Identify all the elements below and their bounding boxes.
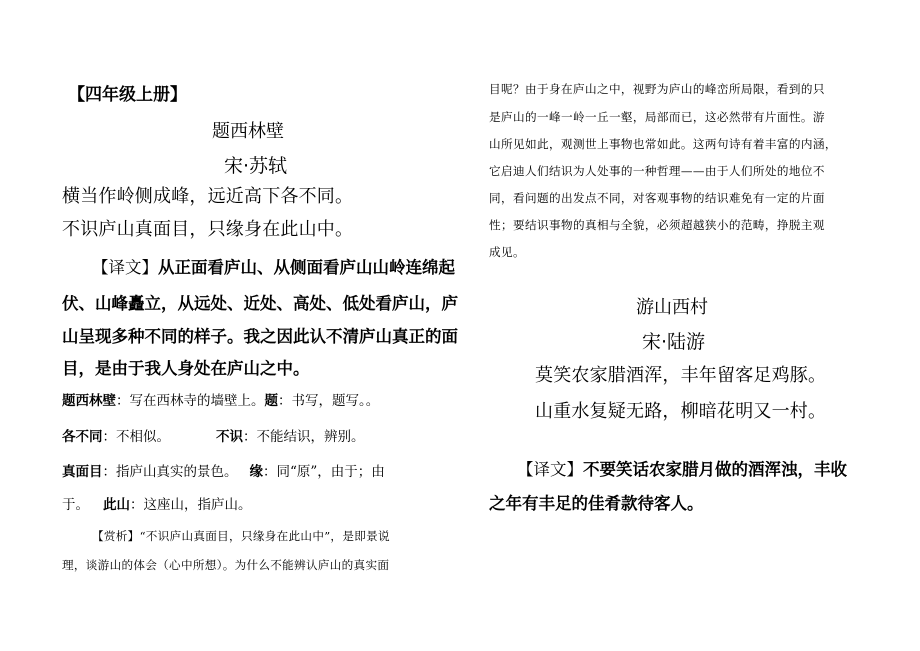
translation-line bbox=[92, 254, 455, 278]
note-line bbox=[62, 460, 385, 480]
note-term: 题 bbox=[264, 393, 278, 409]
note-line bbox=[62, 425, 365, 445]
poem-author: 宋·苏轼 bbox=[224, 155, 288, 177]
note-text: ：写在西林寺的墙壁上。 bbox=[116, 393, 265, 409]
poem-title: 题西林壁 bbox=[212, 121, 284, 142]
translation-tag: 【译文】 bbox=[92, 258, 158, 277]
note-text: ：不能结识，辨别。 bbox=[243, 429, 365, 445]
translation-line: 山呈现多种不同的样子。我之因此认不清庐山真正的面 bbox=[62, 327, 458, 346]
note-text: ：书写，题写。。 bbox=[278, 393, 380, 409]
appreciation-line: 是庐山的一峰一岭一丘一壑，局部而已，这必然带有片面性。游 bbox=[489, 110, 825, 124]
translation-line bbox=[517, 456, 847, 480]
note-line bbox=[62, 493, 252, 513]
translation-line: 之年有丰足的佳肴款待客人。 bbox=[489, 494, 704, 513]
note-text: ：同“原”，由于；由 bbox=[263, 464, 385, 480]
appreciation-line: 山所见如此，观测世上事物也常如此。这两句诗有着丰富的内涵， bbox=[489, 137, 837, 151]
translation-tag: 【译文】 bbox=[517, 460, 583, 479]
verse-line: 莫笑农家腊酒浑，丰年留客足鸡豚。 bbox=[535, 365, 827, 386]
verse-line: 横当作岭侧成峰，远近高下各不同。 bbox=[62, 186, 354, 207]
note-line bbox=[62, 389, 379, 409]
translation-text: 从正面看庐山、从侧面看庐山山岭连绵起 bbox=[158, 258, 455, 277]
appreciation-line: 同，看问题的出发点不同，对客观事物的结识难免有一定的片面 bbox=[489, 191, 825, 205]
note-text: ：指庐山真实的景色。 bbox=[102, 464, 238, 480]
verse-line: 不识庐山真面目，只缘身在此山中。 bbox=[62, 219, 354, 240]
poem-title: 游山西村 bbox=[636, 297, 708, 318]
appreciation-line: 理，谈游山的体会（心中所想）。为什么不能辨认庐山的真实面 bbox=[62, 558, 390, 572]
note-text: 于。 bbox=[62, 497, 89, 513]
appreciation-line: 成见。 bbox=[489, 245, 525, 259]
poem-author: 宋·陆游 bbox=[642, 331, 706, 353]
translation-line: 伏、山峰矗立，从远处、近处、高处、低处看庐山，庐 bbox=[62, 294, 458, 313]
appreciation-line: 【赏析】“不识庐山真面目，只缘身在此山中”，是即景说 bbox=[92, 529, 390, 543]
translation-line: 目，是由于我人身处在庐山之中。 bbox=[62, 359, 310, 378]
verse-line: 山重水复疑无路，柳暗花明又一村。 bbox=[535, 401, 827, 422]
note-text: ：这座山，指庐山。 bbox=[130, 497, 252, 513]
note-term: 题西林壁 bbox=[62, 393, 116, 409]
appreciation-line: 它启迪人们结识为人处事的一种哲理——由于人们所处的地位不 bbox=[489, 164, 825, 178]
note-text: ：不相似。 bbox=[102, 429, 170, 445]
note-term: 真面目 bbox=[62, 464, 103, 480]
appreciation-line: 性；要结识事物的真相与全貌，必须超越狭小的范畴，挣脱主观 bbox=[489, 218, 825, 232]
translation-text: 不要笑话农家腊月做的酒浑浊，丰收 bbox=[583, 460, 847, 479]
grade-heading: 【四年级上册】 bbox=[68, 85, 187, 105]
note-term: 不识 bbox=[216, 429, 243, 445]
note-term: 各不同 bbox=[62, 429, 103, 445]
appreciation-line: 目呢？由于身在庐山之中，视野为庐山的峰峦所局限，看到的只 bbox=[489, 82, 825, 96]
note-term: 此山 bbox=[103, 497, 130, 513]
note-term: 缘 bbox=[249, 464, 263, 480]
